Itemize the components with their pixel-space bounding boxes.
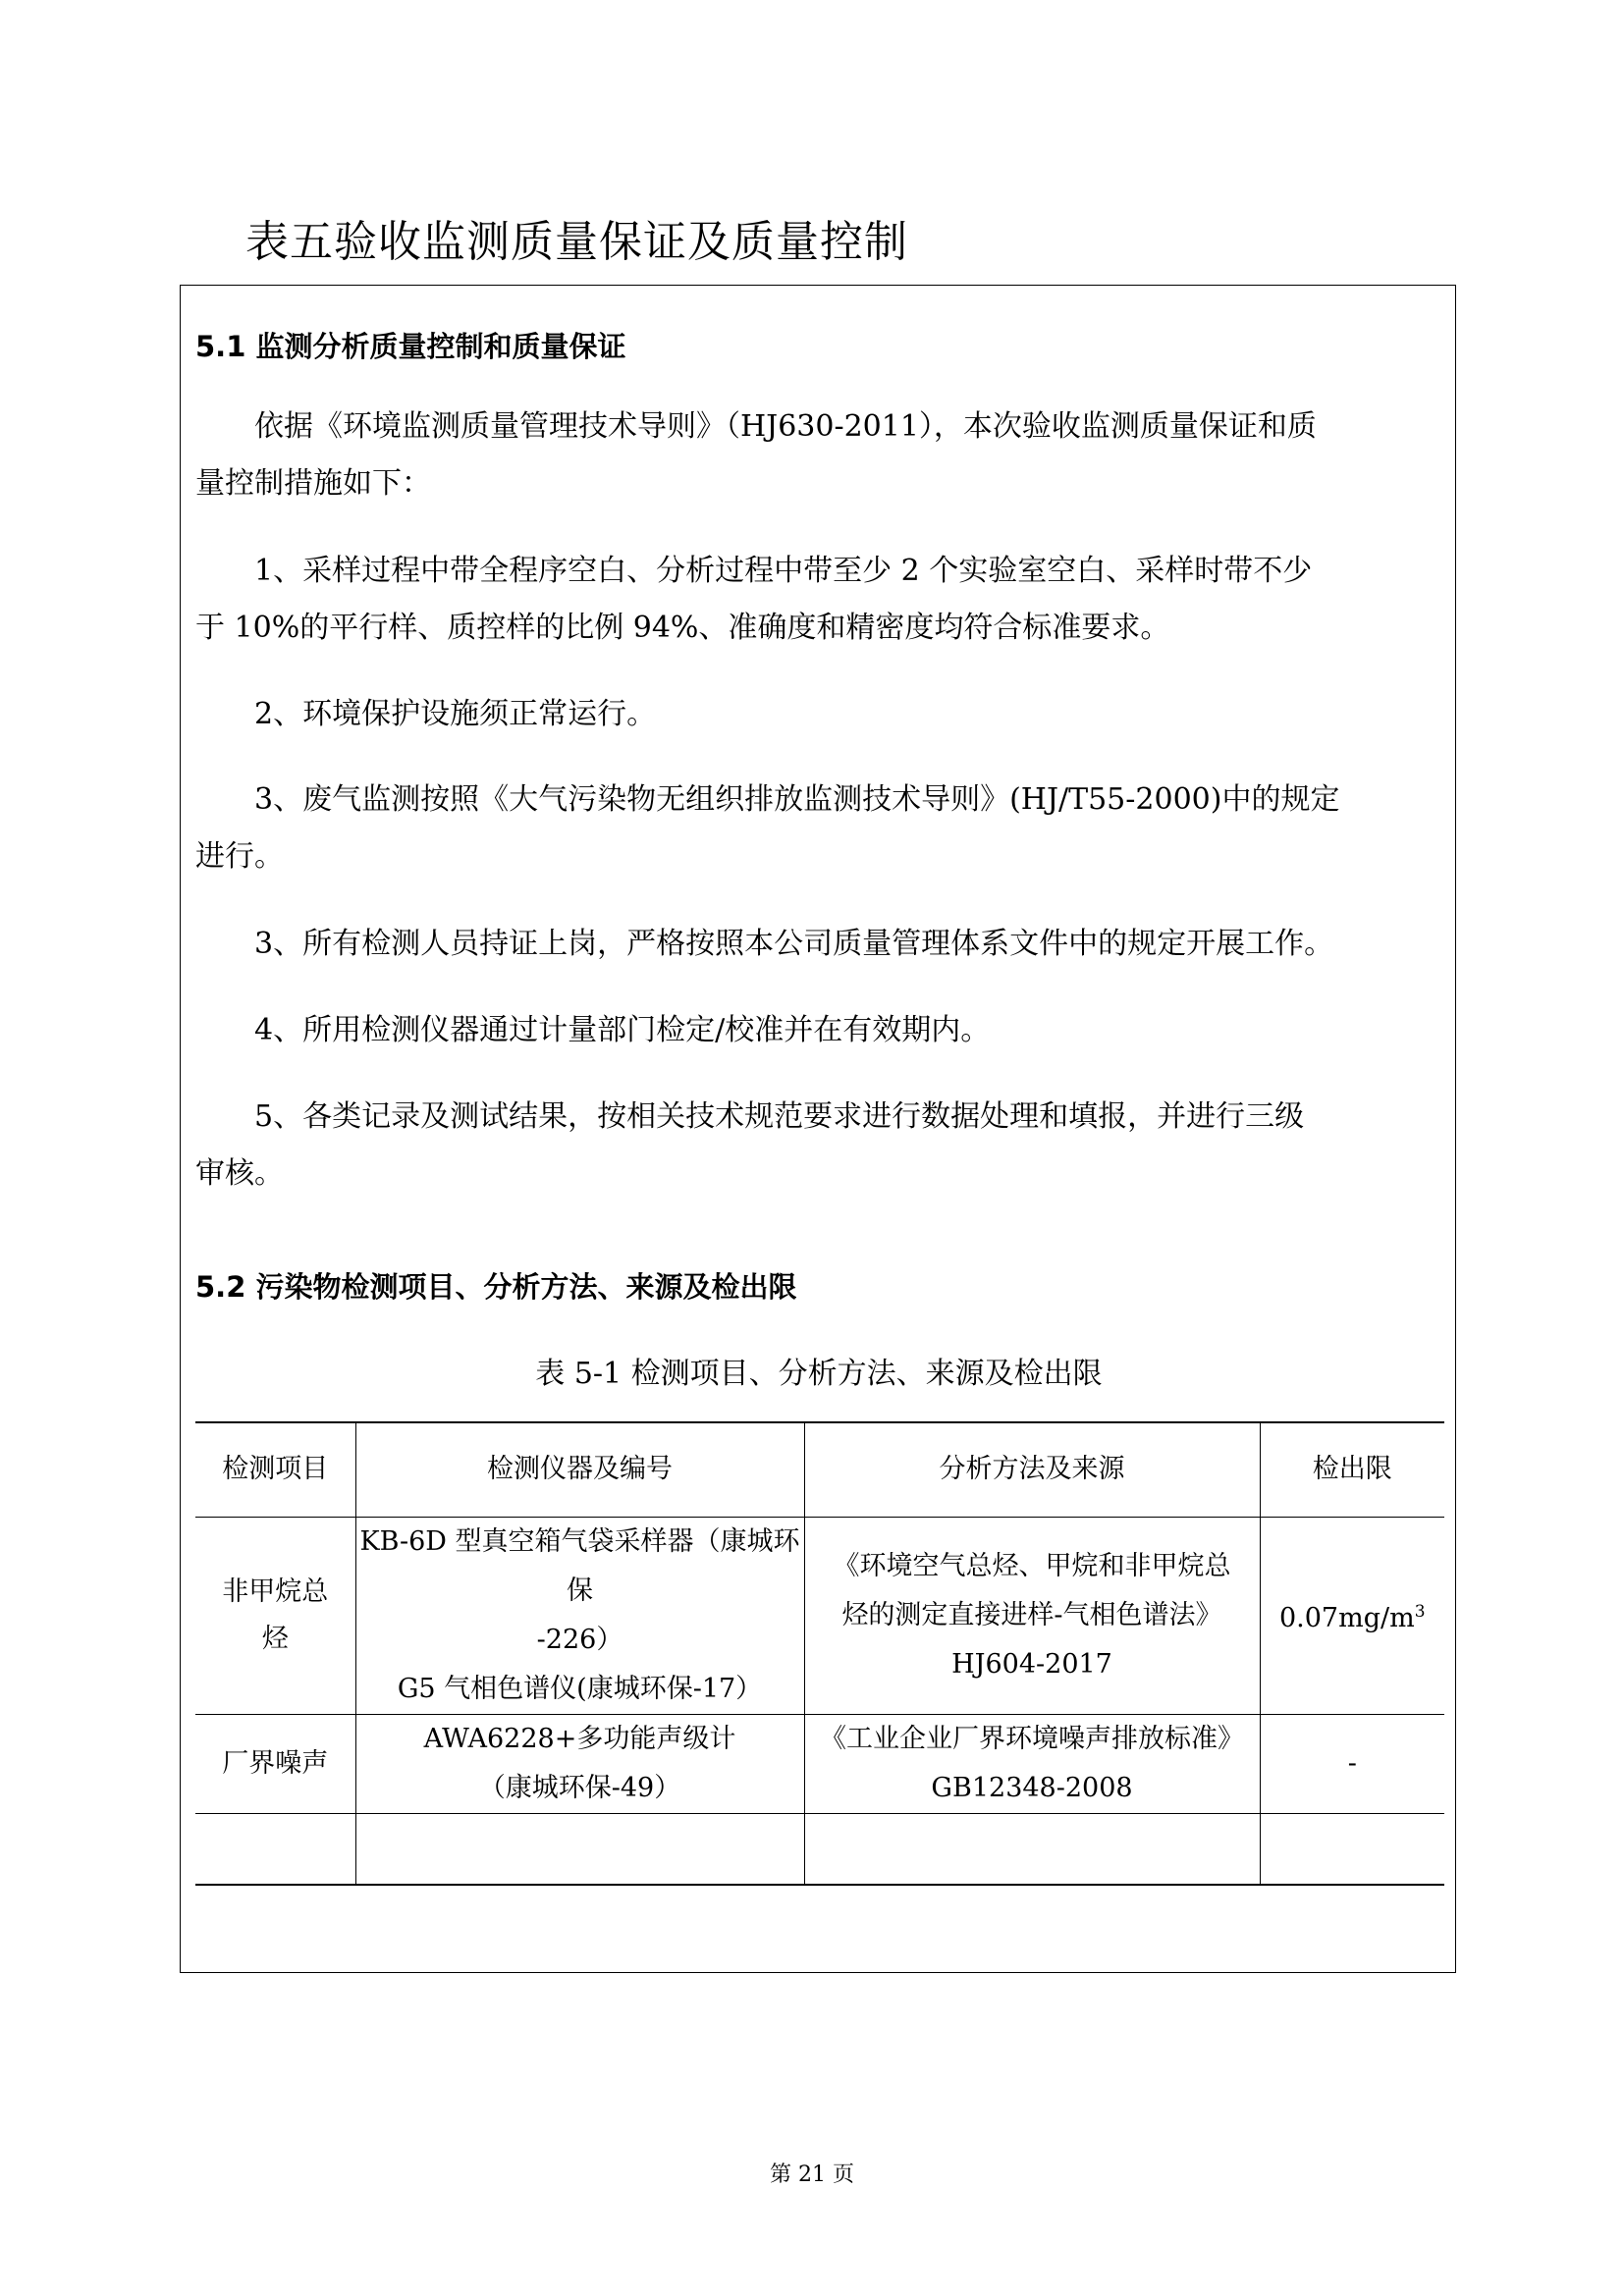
- table-header-row: [195, 1422, 1444, 1517]
- paragraph-line: 量控制措施如下：: [195, 466, 431, 501]
- cell-instrument: [355, 1714, 804, 1813]
- cell-line: HJ604-2017: [951, 1648, 1112, 1680]
- cell-line: GB12348-2008: [931, 1772, 1133, 1803]
- cell-line: AWA6228+多功能声级计: [423, 1723, 736, 1754]
- paragraph-line: 4、所用检测仪器通过计量部门检定/校准并在有效期内。: [195, 1013, 991, 1047]
- cell-empty: [355, 1813, 804, 1885]
- cell-empty: [1260, 1813, 1444, 1885]
- column-header-instrument: 检测仪器及编号: [355, 1422, 804, 1517]
- limit-value: -: [1347, 1747, 1357, 1779]
- paragraph-item-4: [195, 1002, 1442, 1059]
- paragraph-line: 5、各类记录及测试结果，按相关技术规范要求进行数据处理和填报，并进行三级: [195, 1099, 1305, 1134]
- cell-line: （康城环保-49）: [478, 1772, 681, 1803]
- table-row: [195, 1714, 1444, 1813]
- cell-line: 《环境空气总烃、甲烷和非甲烷总: [833, 1550, 1231, 1581]
- cell-item: [195, 1517, 355, 1714]
- paragraph-item-1: [195, 543, 1442, 657]
- cell-line: 非甲烷总: [222, 1575, 329, 1607]
- cell-line: KB-6D 型真空箱气袋采样器（康城环保: [359, 1525, 800, 1606]
- cell-empty: [195, 1813, 355, 1885]
- cell-line: 烃: [261, 1623, 289, 1654]
- monitoring-table: [195, 1421, 1444, 1886]
- table-row: [195, 1517, 1444, 1714]
- cell-line: G5 气相色谱仪(康城环保-17）: [397, 1673, 763, 1704]
- section-5-1-heading: 5.1 监测分析质量控制和质量保证: [195, 330, 626, 363]
- cell-item: [195, 1714, 355, 1813]
- cell-line: 烃的测定直接进样-气相色谱法》: [841, 1599, 1222, 1630]
- cell-empty: [804, 1813, 1260, 1885]
- cell-limit: [1260, 1517, 1444, 1714]
- paragraph-line: 1、采样过程中带全程序空白、分析过程中带至少 2 个实验室空白、采样时带不少: [195, 554, 1313, 588]
- paragraph-item-3-exhaust: [195, 772, 1442, 885]
- paragraph-line: 3、所有检测人员持证上岗，严格按照本公司质量管理体系文件中的规定开展工作。: [195, 927, 1334, 961]
- cell-limit: [1260, 1714, 1444, 1813]
- paragraph-line: 于 10%的平行样、质控样的比例 94%、准确度和精密度均符合标准要求。: [195, 611, 1170, 645]
- cell-line: -226）: [536, 1624, 623, 1655]
- table-caption: 表 5-1 检测项目、分析方法、来源及检出限: [535, 1357, 1103, 1391]
- column-header-limit: 检出限: [1260, 1422, 1444, 1517]
- paragraph-line: 3、废气监测按照《大气污染物无组织排放监测技术导则》(HJ/T55-2000)中的规定: [195, 782, 1340, 817]
- paragraph-item-2: [195, 686, 1442, 743]
- section-5-2-heading: 5.2 污染物检测项目、分析方法、来源及检出限: [195, 1270, 797, 1304]
- page-number: 第 21 页: [770, 2163, 854, 2187]
- column-header-method: 分析方法及来源: [804, 1422, 1260, 1517]
- page-title: 表五验收监测质量保证及质量控制: [245, 217, 908, 267]
- cell-method: [804, 1517, 1260, 1714]
- paragraph-item-5: [195, 1089, 1442, 1202]
- limit-unit-superscript: 3: [1414, 1602, 1426, 1622]
- cell-line: 《工业企业厂界环境噪声排放标准》: [820, 1723, 1244, 1754]
- cell-line: 厂界噪声: [222, 1747, 329, 1779]
- content-frame: [180, 285, 1456, 1973]
- paragraph-line: 审核。: [195, 1156, 284, 1191]
- limit-value: 0.07mg/m: [1278, 1603, 1415, 1633]
- column-header-item: 检测项目: [195, 1422, 355, 1517]
- table-row-empty: [195, 1813, 1444, 1885]
- paragraph-line: 2、环境保护设施须正常运行。: [195, 697, 657, 731]
- cell-instrument: [355, 1517, 804, 1714]
- paragraph-line: 依据《环境监测质量管理技术导则》（HJ630-2011），本次验收监测质量保证和质: [195, 409, 1317, 444]
- paragraph-intro: [195, 399, 1442, 512]
- paragraph-item-3-staff: [195, 916, 1442, 973]
- paragraph-line: 进行。: [195, 839, 284, 874]
- cell-method: [804, 1714, 1260, 1813]
